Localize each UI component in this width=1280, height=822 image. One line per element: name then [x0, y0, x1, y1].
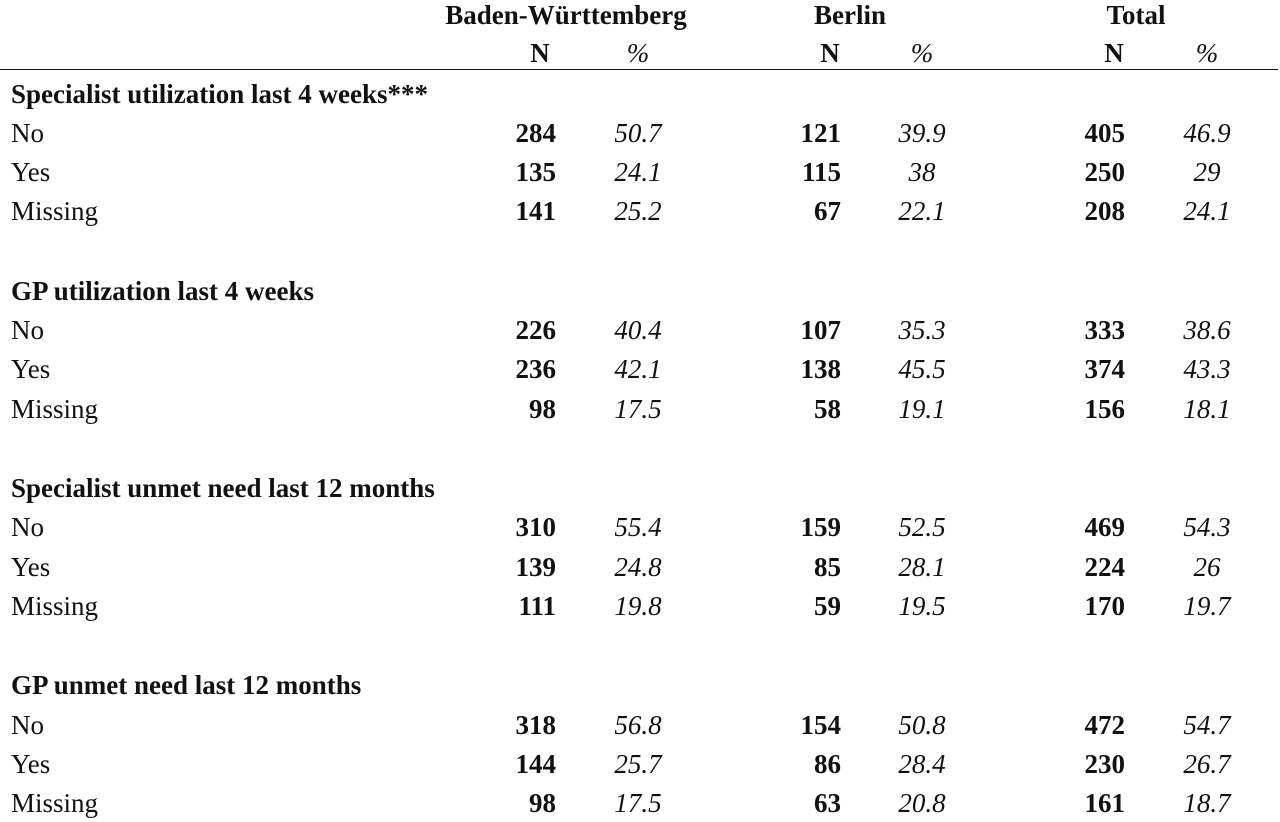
n-cell: 405 — [1084, 118, 1125, 148]
n-cell: 67 — [814, 196, 841, 226]
n-cell: 85 — [814, 552, 841, 582]
col-n-berlin: N — [820, 38, 840, 68]
pct-cell: 45.5 — [898, 354, 946, 384]
pct-cell: 25.2 — [614, 196, 662, 226]
region-header-baden-wuerttemberg: Baden-Württemberg — [445, 0, 687, 30]
pct-cell: 24.1 — [614, 157, 662, 187]
row-label: Missing — [11, 394, 99, 424]
n-cell: 98 — [529, 394, 556, 424]
pct-cell: 28.1 — [898, 552, 946, 582]
pct-cell: 28.4 — [898, 749, 946, 779]
n-cell: 226 — [515, 315, 556, 345]
pct-cell: 42.1 — [614, 354, 662, 384]
pct-cell: 50.7 — [614, 118, 662, 148]
region-header-total: Total — [1106, 0, 1166, 30]
row-label: Missing — [11, 788, 99, 818]
section-title: Specialist unmet need last 12 months — [11, 473, 435, 503]
n-cell: 58 — [814, 394, 841, 424]
pct-cell: 26 — [1193, 552, 1221, 582]
col-n-baden-wuerttemberg: N — [530, 38, 550, 68]
pct-cell: 43.3 — [1183, 354, 1231, 384]
n-cell: 138 — [800, 354, 841, 384]
pct-cell: 35.3 — [898, 315, 946, 345]
pct-cell: 24.1 — [1183, 196, 1231, 226]
pct-cell: 56.8 — [614, 710, 662, 740]
section-title: GP unmet need last 12 months — [11, 670, 362, 700]
pct-cell: 19.8 — [614, 591, 662, 621]
pct-cell: 46.9 — [1183, 118, 1231, 148]
n-cell: 224 — [1084, 552, 1125, 582]
row-label: Missing — [11, 196, 99, 226]
pct-cell: 39.9 — [898, 118, 946, 148]
n-cell: 141 — [515, 196, 556, 226]
n-cell: 154 — [800, 710, 841, 740]
col-n-total: N — [1104, 38, 1124, 68]
pct-cell: 19.5 — [898, 591, 946, 621]
pct-cell: 22.1 — [898, 196, 946, 226]
pct-cell: 25.7 — [614, 749, 662, 779]
n-cell: 121 — [800, 118, 841, 148]
n-cell: 98 — [529, 788, 556, 818]
row-label: Missing — [11, 591, 99, 621]
pct-cell: 19.7 — [1183, 591, 1231, 621]
n-cell: 469 — [1084, 512, 1125, 542]
n-cell: 161 — [1084, 788, 1125, 818]
n-cell: 86 — [814, 749, 841, 779]
n-cell: 208 — [1084, 196, 1125, 226]
pct-cell: 18.1 — [1183, 394, 1231, 424]
region-header-berlin: Berlin — [814, 0, 886, 30]
pct-cell: 52.5 — [898, 512, 946, 542]
row-label: Yes — [11, 552, 51, 582]
n-cell: 472 — [1084, 710, 1125, 740]
row-label: No — [11, 118, 44, 148]
pct-cell: 54.3 — [1183, 512, 1231, 542]
n-cell: 139 — [515, 552, 556, 582]
n-cell: 135 — [515, 157, 556, 187]
row-label: Yes — [11, 354, 51, 384]
col-pct-baden-wuerttemberg: % — [626, 38, 650, 68]
pct-cell: 24.8 — [614, 552, 662, 582]
section-title: Specialist utilization last 4 weeks*** — [11, 79, 428, 109]
n-cell: 284 — [515, 118, 556, 148]
pct-cell: 19.1 — [898, 394, 946, 424]
col-pct-total: % — [1195, 38, 1219, 68]
pct-cell: 54.7 — [1183, 710, 1231, 740]
n-cell: 310 — [515, 512, 556, 542]
row-label: Yes — [11, 157, 51, 187]
n-cell: 236 — [515, 354, 556, 384]
pct-cell: 38 — [908, 157, 936, 187]
n-cell: 144 — [515, 749, 556, 779]
pct-cell: 26.7 — [1183, 749, 1231, 779]
pct-cell: 17.5 — [614, 788, 662, 818]
n-cell: 107 — [800, 315, 841, 345]
n-cell: 111 — [518, 591, 556, 621]
pct-cell: 40.4 — [614, 315, 662, 345]
row-label: No — [11, 315, 44, 345]
n-cell: 250 — [1084, 157, 1125, 187]
pct-cell: 18.7 — [1183, 788, 1231, 818]
header-divider — [0, 69, 1278, 70]
n-cell: 318 — [515, 710, 556, 740]
row-label: No — [11, 710, 44, 740]
pct-cell: 55.4 — [614, 512, 662, 542]
n-cell: 374 — [1084, 354, 1125, 384]
pct-cell: 20.8 — [898, 788, 946, 818]
pct-cell: 17.5 — [614, 394, 662, 424]
n-cell: 159 — [800, 512, 841, 542]
row-label: Yes — [11, 749, 51, 779]
row-label: No — [11, 512, 44, 542]
n-cell: 333 — [1084, 315, 1125, 345]
n-cell: 59 — [814, 591, 841, 621]
n-cell: 230 — [1084, 749, 1125, 779]
n-cell: 115 — [801, 157, 841, 187]
section-title: GP utilization last 4 weeks — [11, 276, 314, 306]
pct-cell: 29 — [1193, 157, 1221, 187]
n-cell: 156 — [1084, 394, 1125, 424]
pct-cell: 50.8 — [898, 710, 946, 740]
col-pct-berlin: % — [910, 38, 934, 68]
n-cell: 170 — [1084, 591, 1125, 621]
pct-cell: 38.6 — [1183, 315, 1231, 345]
n-cell: 63 — [814, 788, 841, 818]
